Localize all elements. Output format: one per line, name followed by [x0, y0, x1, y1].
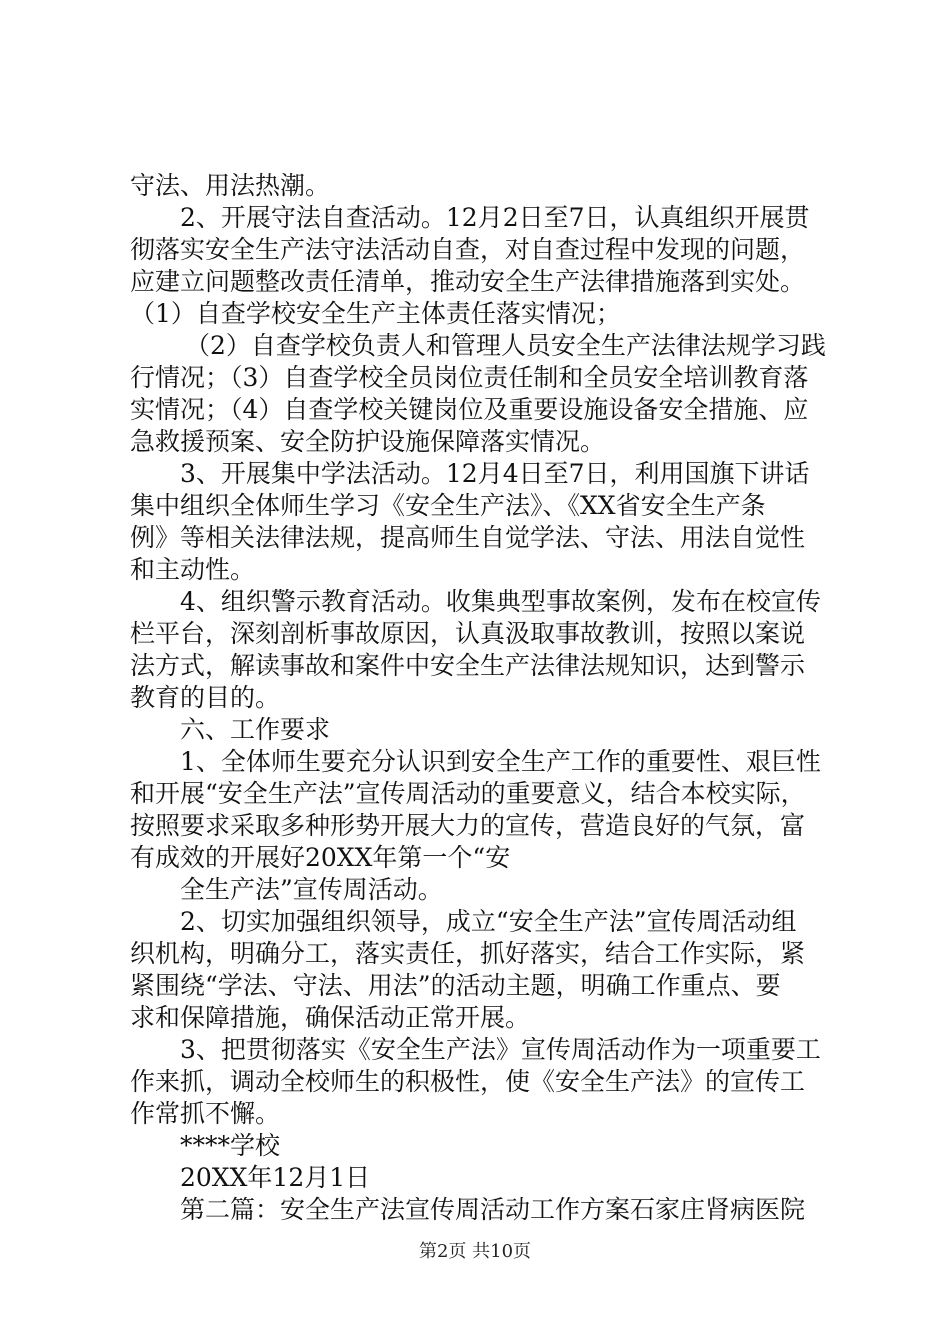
text-line: 实情况；（4）自查学校关键岗位及重要设施设备安全措施、应 — [130, 395, 809, 424]
text-line: 例》等相关法律法规，提高师生自觉学法、守法、用法自觉性 — [130, 523, 806, 552]
signature-date: 20XX年12月1日 — [180, 1163, 371, 1192]
text-line: 作常抓不懈。 — [130, 1099, 281, 1128]
text-line: 守法、用法热潮。 — [130, 171, 331, 200]
document-body — [130, 170, 830, 1226]
text-line: 急救援预案、安全防护设施保障落实情况。 — [130, 427, 606, 456]
text-line: 有成效的开展好20XX年第一个“安 — [130, 843, 511, 872]
text-line: 彻落实安全生产法守法活动自查，对自查过程中发现的问题， — [130, 235, 806, 264]
text-line: 行情况；（3）自查学校全员岗位责任制和全员安全培训教育落 — [130, 363, 809, 392]
text-line: 1、全体师生要充分认识到安全生产工作的重要性、艰巨性 — [180, 747, 821, 776]
text-line: 按照要求采取多种形势开展大力的宣传，营造良好的气氛，富 — [130, 811, 806, 840]
next-article-title: 第二篇：安全生产法宣传周活动工作方案石家庄肾病医院 — [180, 1195, 806, 1224]
text-line: 求和保障措施，确保活动正常开展。 — [130, 1003, 531, 1032]
text-line: 3、开展集中学法活动。12月4日至7日，利用国旗下讲话 — [180, 459, 810, 488]
signature-school: ****学校 — [180, 1131, 281, 1160]
page-number-footer: 第2页 共10页 — [418, 1241, 532, 1262]
text-line: 3、把贯彻落实《安全生产法》宣传周活动作为一项重要工 — [180, 1035, 821, 1064]
text-line: 集中组织全体师生学习《安全生产法》、《XX省安全生产条 — [130, 491, 766, 520]
text-line: 2、开展守法自查活动。12月2日至7日，认真组织开展贯 — [180, 203, 810, 232]
text-line: 栏平台，深刻剖析事故原因，认真汲取事故教训，按照以案说 — [130, 619, 806, 648]
text-line: （1）自查学校安全生产主体责任落实情况； — [130, 299, 621, 328]
text-line: 紧围绕“学法、守法、用法”的活动主题，明确工作重点、要 — [130, 971, 781, 1000]
text-line: 法方式，解读事故和案件中安全生产法律法规知识，达到警示 — [130, 651, 806, 680]
text-line: （2）自查学校负责人和管理人员安全生产法律法规学习践 — [185, 331, 826, 360]
text-line: 和开展“安全生产法”宣传周活动的重要意义，结合本校实际， — [130, 779, 806, 808]
text-line: 全生产法”宣传周活动。 — [180, 875, 443, 904]
text-line: 织机构，明确分工，落实责任，抓好落实，结合工作实际，紧 — [130, 939, 806, 968]
text-line: 4、组织警示教育活动。收集典型事故案例，发布在校宣传 — [180, 587, 821, 616]
text-line: 2、切实加强组织领导，成立“安全生产法”宣传周活动组 — [180, 907, 797, 936]
text-line: 作来抓，调动全校师生的积极性，使《安全生产法》的宣传工 — [130, 1067, 806, 1096]
text-line: 应建立问题整改责任清单，推动安全生产法律措施落到实处。 — [130, 267, 806, 296]
section-heading: 六、工作要求 — [180, 715, 331, 744]
text-line: 教育的目的。 — [130, 683, 281, 712]
text-line: 和主动性。 — [130, 555, 256, 584]
